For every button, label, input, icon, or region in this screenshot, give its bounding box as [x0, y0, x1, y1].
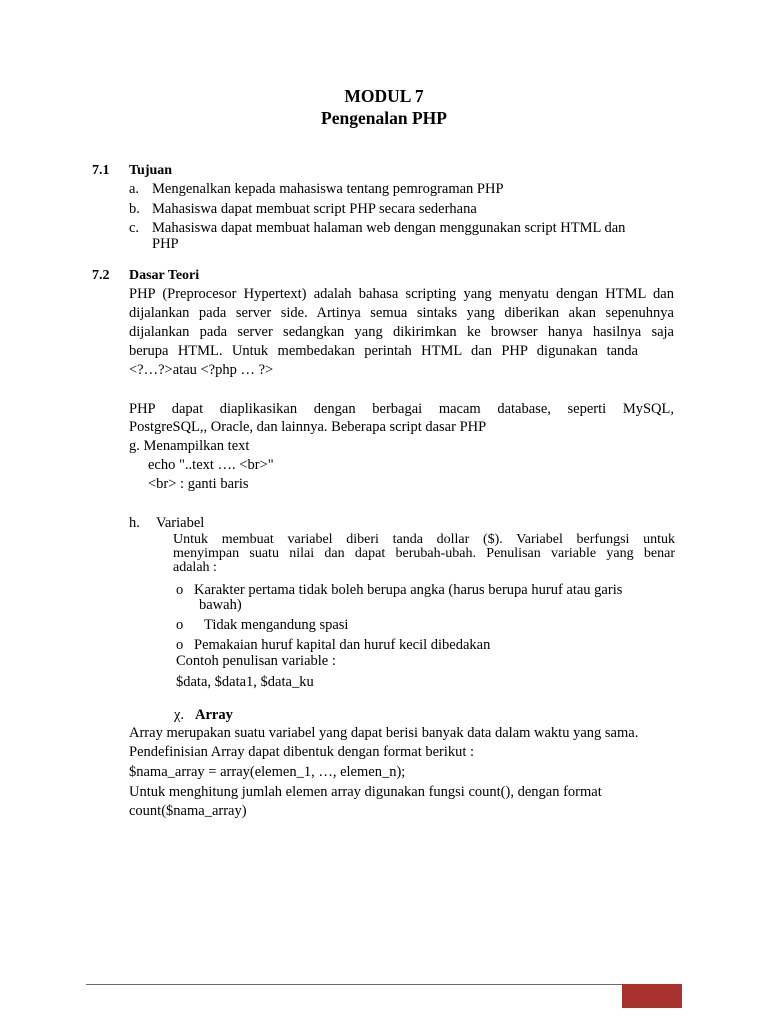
- paragraph-line: <?…?>atau <?php … ?>: [129, 362, 274, 378]
- example-label: Contoh penulisan variable :: [176, 653, 336, 669]
- subsection-chi-heading: Array: [195, 707, 233, 723]
- list-marker-a: a.: [129, 181, 140, 197]
- bullet-item: Pemakaian huruf kapital dan huruf kecil dibedakan: [194, 637, 491, 653]
- code-line: <br> : ganti baris: [148, 476, 249, 492]
- paragraph-line: berupa HTML. Untuk membedakan perintah HTML dan PHP digunakan tanda: [129, 343, 638, 359]
- code-line: $nama_array = array(elemen_1, …, elemen_n);: [129, 764, 406, 780]
- bullet-item: Karakter pertama tidak boleh berupa angka (harus berupa huruf atau garis: [194, 582, 623, 598]
- subsection-g-heading: g. Menampilkan text: [129, 438, 250, 454]
- paragraph-line: dijalankan pada server sedangkan yang dikirimkan ke browser hanya hasilnya saja: [129, 324, 674, 340]
- example-code: $data, $data1, $data_ku: [176, 674, 314, 690]
- paragraph-line: PHP (Preprocesor Hypertext) adalah bahasa scripting yang menyatu dengan HTML dan: [129, 286, 674, 302]
- module-title: MODUL 7: [344, 86, 424, 106]
- list-item-c: Mahasiswa dapat membuat halaman web dengan menggunakan script HTML dan: [152, 220, 626, 236]
- list-item-c-continued: PHP: [152, 236, 179, 252]
- paragraph-line: menyimpan suatu nilai dan dapat berubah-ubah. Penulisan variable yang benar: [173, 546, 675, 561]
- paragraph-line: adalah :: [173, 560, 217, 575]
- code-line: echo "..text …. <br>": [148, 457, 274, 473]
- section-title-dasar-teori: Dasar Teori: [129, 268, 200, 283]
- subsection-h-marker: h.: [129, 515, 140, 531]
- section-title-tujuan: Tujuan: [129, 163, 173, 178]
- section-number-7-2: 7.2: [92, 268, 110, 283]
- paragraph-line: Pendefinisian Array dapat dibentuk dengan format berikut :: [129, 744, 475, 760]
- footer-accent-block: [622, 984, 682, 1008]
- footer-rule: [86, 984, 682, 985]
- bullet-marker: o: [176, 617, 184, 633]
- subsection-h-heading: Variabel: [156, 515, 205, 531]
- bullet-marker: o: [176, 637, 184, 653]
- page-title: Pengenalan PHP: [321, 108, 447, 128]
- bullet-marker: o: [176, 582, 184, 598]
- paragraph-line: PostgreSQL,, Oracle, dan lainnya. Beberapa script dasar PHP: [129, 419, 487, 435]
- subsection-chi-marker: χ.: [174, 707, 185, 723]
- section-number-7-1: 7.1: [92, 163, 110, 178]
- bullet-item-continued: bawah): [199, 597, 242, 613]
- paragraph-line: Untuk menghitung jumlah elemen array digunakan fungsi count(), dengan format: [129, 784, 602, 800]
- paragraph-line: dijalankan pada server side. Artinya semua sintaks yang diberikan akan sepenuhnya: [129, 305, 674, 321]
- paragraph-line: PHP dapat diaplikasikan dengan berbagai macam database, seperti MySQL,: [129, 401, 674, 417]
- list-marker-b: b.: [129, 201, 140, 217]
- paragraph-line: Untuk membuat variabel diberi tanda dollar ($). Variabel berfungsi untuk: [173, 532, 675, 547]
- code-line: count($nama_array): [129, 803, 247, 819]
- paragraph-line: Array merupakan suatu variabel yang dapat berisi banyak data dalam waktu yang sama.: [129, 725, 639, 741]
- bullet-item: Tidak mengandung spasi: [204, 617, 349, 633]
- list-item-a: Mengenalkan kepada mahasiswa tentang pemrograman PHP: [152, 181, 504, 197]
- list-marker-c: c.: [129, 220, 140, 236]
- list-item-b: Mahasiswa dapat membuat script PHP secara sederhana: [152, 201, 477, 217]
